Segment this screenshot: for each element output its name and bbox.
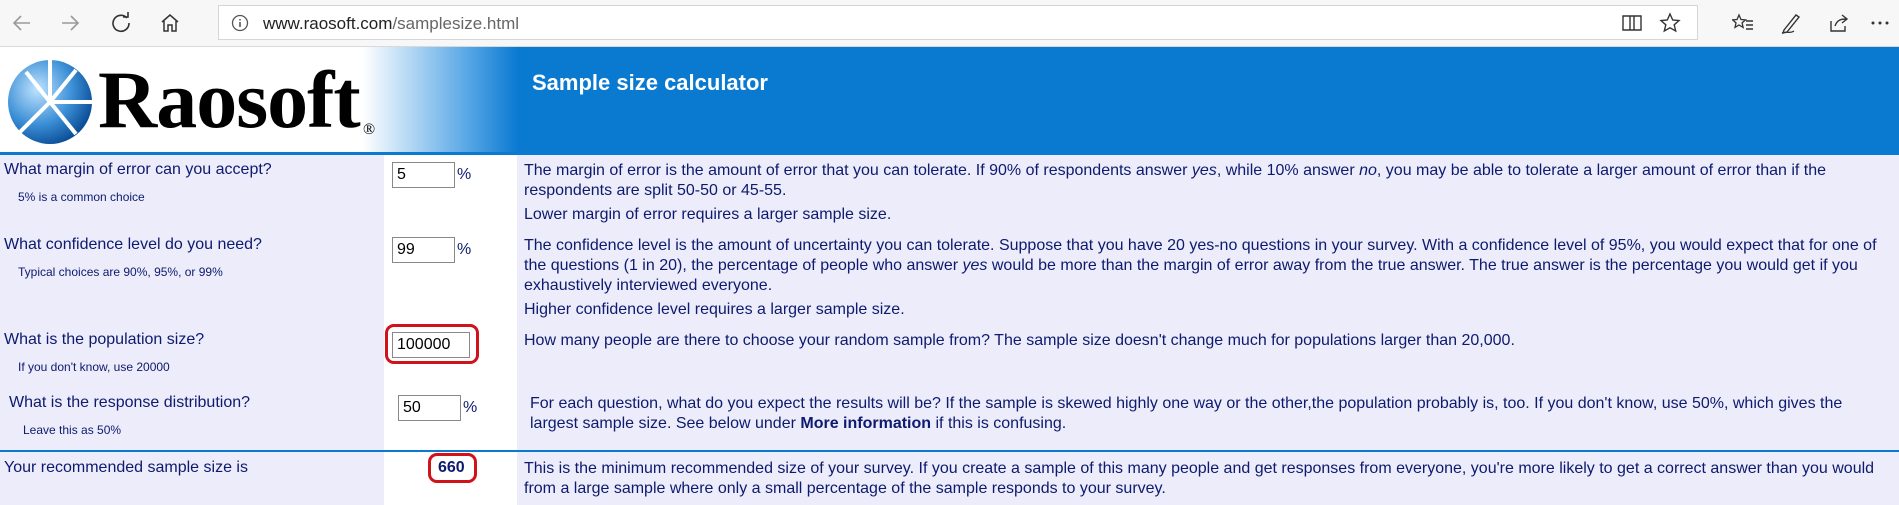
confidence-note: Higher confidence level requires a larger sample size. [524,301,905,318]
margin-note: Lower margin of error requires a larger sample size. [524,206,892,223]
margin-percent-sign: % [457,166,472,183]
url-path: /samplesize.html [392,14,520,33]
logo-globe-icon [6,58,94,146]
result-description: This is the minimum recommended size of your survey. If you create a sample of this many people and get responses from everyone, you're more likely to get a correct answer than you would from a large sample where only a small percentage of the sample responds to your survey. [524,460,1875,497]
home-icon [159,12,181,34]
logo-registered-mark: ® [363,121,376,138]
header-banner [0,47,1899,153]
margin-of-error-input[interactable] [392,162,455,188]
share-button[interactable] [1821,5,1857,41]
margin-question-label: What margin of error can you accept? [4,161,272,178]
info-icon[interactable] [231,14,249,32]
confidence-question-label: What confidence level do you need? [4,236,262,253]
page-title: Sample size calculator [532,70,768,95]
more-information-link[interactable]: More information [800,415,932,432]
response-distribution-input[interactable] [398,395,461,421]
home-button[interactable] [152,5,188,41]
logo-area [0,47,518,153]
logo-wordmark: Raosoft [98,54,360,145]
refresh-button[interactable] [103,5,139,41]
result-label: Your recommended sample size is [4,459,248,476]
favorite-star-icon[interactable] [1659,12,1681,34]
reading-view-icon[interactable] [1621,12,1643,34]
more-button[interactable] [1862,5,1898,41]
result-rule [0,450,1899,452]
web-page [0,47,1899,505]
favorites-list-button[interactable] [1725,5,1761,41]
back-button[interactable] [4,5,40,41]
population-description: How many people are there to choose your random sample from? The sample size doesn't change much for populations larger than 20,000. [524,332,1515,349]
pen-icon [1780,12,1802,34]
confidence-percent-sign: % [457,241,472,258]
margin-description: The margin of error is the amount of error that you can tolerate. If 90% of respondents answer yes, while 10% answer no, you may be able to tolerate a larger amount of error than if the respondents are split 50-50 or 45-55. [524,162,1827,199]
distribution-hint: Leave this as 50% [23,423,122,437]
result-highlight-annotation [428,453,477,483]
notes-button[interactable] [1773,5,1809,41]
distribution-percent-sign: % [463,399,478,416]
questions-column [0,155,384,505]
address-bar[interactable] [218,5,1698,40]
forward-icon [59,12,81,34]
share-icon [1828,12,1850,34]
confidence-level-input[interactable] [392,237,455,263]
population-highlight-annotation [385,324,479,364]
more-icon [1869,12,1891,34]
distribution-description: For each question, what do you expect the results will be? If the sample is skewed highly one way or the other,the population probably is, too. If you don't know, use 50%, which gives the largest sample size. See below under More information if this is confusing. [530,395,1843,432]
back-icon [11,12,33,34]
population-question-label: What is the population size? [4,331,205,348]
confidence-description: The confidence level is the amount of uncertainty you can tolerate. Suppose that you have 20 yes-no questions in your survey. With a confidence level of 95%, you would expect that for one of the questions (1 in 20), the percentage of people who answer yes would be more than the margin of error away from the true answer. The true answer is the percentage you would get if you exhaustively interviewed everyone. [524,237,1877,294]
browser-toolbar [0,0,1899,47]
recommended-sample-size: 660 [438,459,465,476]
url-domain: www.raosoft.com [263,14,393,33]
refresh-icon [110,12,132,34]
confidence-hint: Typical choices are 90%, 95%, or 99% [18,265,223,279]
url-text[interactable] [263,14,519,34]
favorites-list-icon [1732,12,1754,34]
margin-hint: 5% is a common choice [18,190,145,204]
forward-button[interactable] [52,5,88,41]
distribution-question-label: What is the response distribution? [9,394,251,411]
population-hint: If you don't know, use 20000 [18,360,170,374]
